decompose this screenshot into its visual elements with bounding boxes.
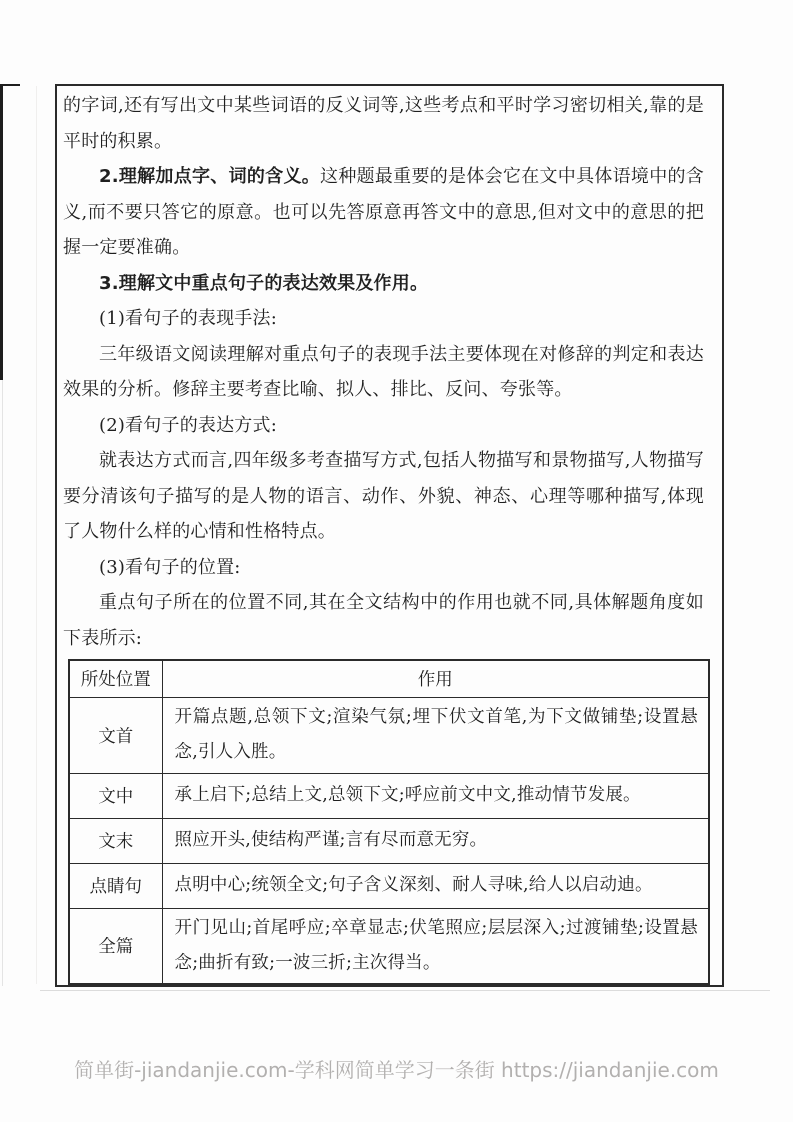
left-edge-faint-line xyxy=(2,380,3,986)
paragraph xyxy=(63,266,704,302)
table-row xyxy=(69,773,709,818)
body-text: 三年级语文阅读理解对重点句子的表现手法主要体现在对修辞的判定和表达效果的分析。修辞主要考查比喻、拟人、排比、反问、夸张等。 xyxy=(63,343,704,400)
paragraph xyxy=(63,443,704,550)
body-text: 重点句子所在的位置不同,其在全文结构中的作用也就不同,具体解题角度如下表所示: xyxy=(63,592,704,649)
table-header-position: 所处位置 xyxy=(69,660,162,697)
bold-heading-text: 3.理解文中重点句子的表达效果及作用。 xyxy=(99,272,429,294)
positions-table-body xyxy=(69,697,709,984)
paragraph xyxy=(63,301,704,337)
left-edge-border-tick xyxy=(0,84,20,86)
effect-cell: 开门见山;首尾呼应;卒章显志;伏笔照应;层层深入;过渡铺垫;设置悬念;曲折有致;一波三折;主次得当。 xyxy=(162,908,709,984)
table-header-row xyxy=(69,660,709,697)
table-row xyxy=(69,908,709,984)
paragraphs xyxy=(63,88,704,656)
bold-heading-text: 2.理解加点字、词的含义。 xyxy=(99,166,321,187)
effect-cell: 照应开头,使结构严谨;言有尽而意无穷。 xyxy=(162,818,709,863)
paragraph xyxy=(63,159,704,266)
position-cell: 文末 xyxy=(69,818,162,863)
paragraph xyxy=(63,337,704,408)
position-cell: 文首 xyxy=(69,697,162,773)
table-row xyxy=(69,863,709,908)
body-text: 的字词,还有写出文中某些词语的反义词等,这些考点和平时学习密切相关,靠的是平时的积累。 xyxy=(63,95,704,152)
body-text: (2)看句子的表达方式: xyxy=(99,414,277,436)
position-cell: 全篇 xyxy=(69,908,162,984)
positions-table xyxy=(68,659,710,985)
table-row xyxy=(69,697,709,773)
scan-artifact-bottom xyxy=(40,990,770,991)
paragraph xyxy=(63,585,704,656)
body-text: (1)看句子的表现手法: xyxy=(99,308,277,329)
effect-cell: 承上启下;总结上文,总领下文;呼应前文中文,推动情节发展。 xyxy=(162,773,709,818)
paragraph xyxy=(63,88,704,159)
table-header-effect: 作用 xyxy=(162,660,709,697)
effect-cell: 点明中心;统领全文;句子含义深刻、耐人寻味,给人以启动迪。 xyxy=(162,863,709,908)
body-text: (3)看句子的位置: xyxy=(99,556,241,578)
position-cell: 点睛句 xyxy=(69,863,162,908)
effect-cell: 开篇点题,总领下文;渲染气氛;埋下伏文首笔,为下文做铺垫;设置悬念,引人入胜。 xyxy=(162,697,709,773)
body-text: 这种题最重要的是体会它在文中具体语境中的含义,而不要只答它的原意。也可以先答原意再答文中的意思,但对文中的意思的把握一定要准确。 xyxy=(63,166,704,258)
paragraph xyxy=(63,550,704,586)
table-row xyxy=(69,818,709,863)
scan-artifact-vertical xyxy=(36,86,37,984)
body-text: 就表达方式而言,四年级多考查描写方式,包括人物描写和景物描写,人物描写要分清该句子描写的是人物的语言、动作、外貌、神态、心理等哪种描写,体现了人物什么样的心情和性格特点。 xyxy=(63,450,704,542)
position-cell: 文中 xyxy=(69,773,162,818)
footer-watermark: 简单街-jiandanjie.com-学科网简单学习一条街 https://jiandanjie.com xyxy=(74,1058,719,1082)
left-edge-border-line xyxy=(0,84,3,380)
paragraph xyxy=(63,408,704,444)
content-box xyxy=(55,84,724,987)
positions-table-head xyxy=(69,660,709,697)
